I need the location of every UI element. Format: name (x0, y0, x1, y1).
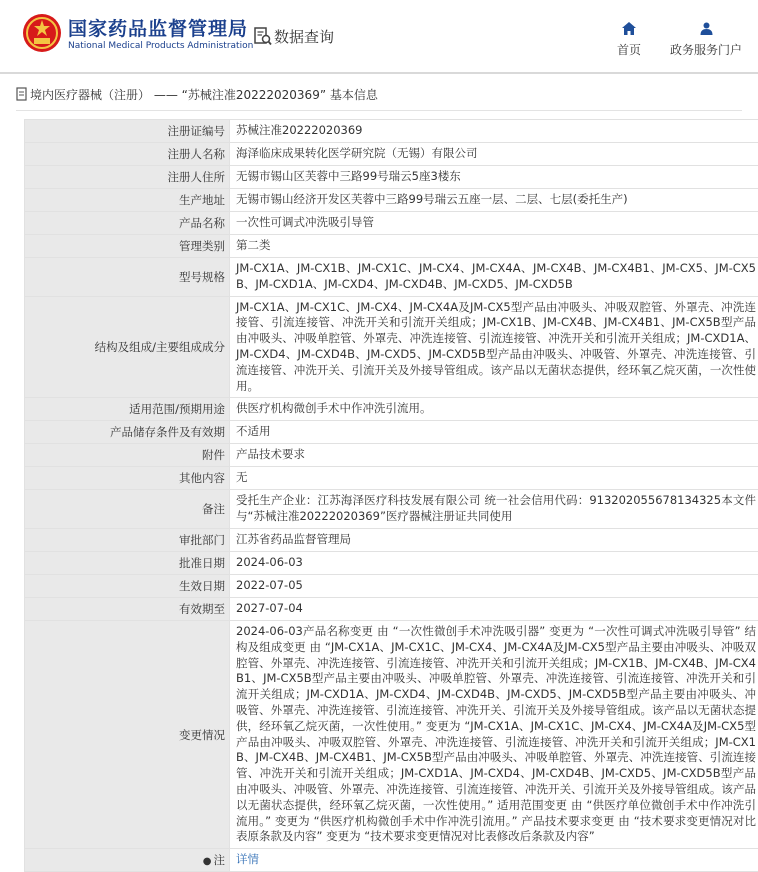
field-label (25, 849, 230, 872)
field-label: 注册人住所 (25, 166, 230, 189)
table-row (25, 849, 758, 872)
field-value: 无 (230, 467, 758, 490)
field-label: 变更情况 (25, 620, 230, 848)
nav-home-label: 首页 (617, 43, 641, 57)
field-value: 2022-07-05 (230, 574, 758, 597)
field-label: 生效日期 (25, 574, 230, 597)
field-value: 第二类 (230, 235, 758, 258)
table-row (25, 258, 758, 297)
field-value: 产品技术要求 (230, 444, 758, 467)
field-value: JM-CX1A、JM-CX1C、JM-CX4、JM-CX4A及JM-CX5型产品由冲吸头、冲吸双腔管、外罩壳、冲洗连接管、引流连接管、冲洗开关和引流开关组成；JM-CX1B、JM-CX4B、JM-CX4B1、JM-CX5B型产品由冲吸头、冲吸单腔管、外罩壳、冲洗连接管、引流连接管、冲洗开关和引流开关组成；JM-CXD1A、JM-CXD4、JM-CXD4B、JM-CXD5、JM-CXD5B型产品由冲吸头、冲吸管、外罩壳、冲洗连接管、引流连接管、冲洗开关、引流开关及外接导管组成。该产品以无菌状态提供，经环氧乙烷灭菌，一次性使用。 (230, 296, 758, 398)
field-label: 产品储存条件及有效期 (25, 421, 230, 444)
field-value: 无锡市锡山经济开发区芙蓉中三路99号瑞云五座一层、二层、七层(委托生产) (230, 189, 758, 212)
field-label: 其他内容 (25, 467, 230, 490)
document-icon (16, 87, 28, 101)
field-label: 附件 (25, 444, 230, 467)
nav-home[interactable] (612, 22, 646, 58)
home-icon (622, 22, 636, 35)
table-row (25, 166, 758, 189)
field-value: 2024-06-03产品名称变更 由 “一次性微创手术冲洗吸引器” 变更为 “一次性可调式冲洗吸引导管” 结构及组成变更 由 “JM-CX1A、JM-CX1C、JM-CX4、JM-CX4A及JM-CX5型产品主要由冲吸头、冲吸双腔管、外罩壳、冲洗连接管、引流连接管、冲洗开关和引流开关组成；JM-CX1B、JM-CX4B、JM-CX4B1、JM-CX5B型产品主要由冲吸头、冲吸单腔管、外罩壳、冲洗连接管、引流连接管、冲洗开关和引流开关组成；JM-CXD1A、JM-CXD4、JM-CXD4B、JM-CXD5、JM-CXD5B型产品主要由冲吸头、冲吸管、外罩壳、冲洗连接管、引流连接管、冲洗开关、引流开关及外接导管组成。该产品以无菌状态提供，经环氧乙烷灭菌，一次性使用。” 变更为 “JM-CX1A、JM-CX1C、JM-CX4、JM-CX4A及JM-CX5型产品由冲吸头、冲吸双腔管、外罩壳、冲洗连接管、引流连接管、冲洗开关和引流开关组成；JM-CX1B、JM-CX4B、JM-CX4B1、JM-CX5B型产品由冲吸头、冲吸单腔管、外罩壳、冲洗连接管、引流连接管、冲洗开关和引流开关组成；JM-CXD1A、JM-CXD4、JM-CXD4B、JM-CXD5、JM-CXD5B型产品由冲吸头、冲吸管、外罩壳、冲洗连接管、引流连接管、冲洗开关、引流开关及外接导管组成。该产品以无菌状态提供，经环氧乙烷灭菌，一次性使用。” 适用范围变更 由 “供医疗单位微创手术中作冲洗引流用。” 变更为 “供医疗机构微创手术中作冲洗引流用。” 产品技术要求变更 由 “技术要求变更情况对比表原条款及内容” 变更为 “技术要求变更情况对比表修改后条款及内容” (230, 620, 758, 848)
field-label: 注册人名称 (25, 143, 230, 166)
nav-gov-services[interactable] (666, 22, 746, 58)
data-query-icon (254, 26, 272, 46)
site-header (0, 0, 758, 74)
table-row (25, 421, 758, 444)
field-label: 产品名称 (25, 212, 230, 235)
field-value: 一次性可调式冲洗吸引导管 (230, 212, 758, 235)
table-row (25, 574, 758, 597)
table-row (25, 528, 758, 551)
location-pin-icon: ● (203, 856, 212, 867)
note-label: 注 (214, 853, 226, 867)
field-label: 型号规格 (25, 258, 230, 297)
breadcrumb-text: 境内医疗器械（注册） —— “苏械注准20222020369” 基本信息 (30, 88, 378, 102)
data-query-label[interactable]: 数据查询 (274, 26, 334, 47)
table-row (25, 490, 758, 529)
table-row (25, 551, 758, 574)
field-value: 2024-06-03 (230, 551, 758, 574)
field-label: 管理类别 (25, 235, 230, 258)
table-row (25, 296, 758, 398)
table-row (25, 189, 758, 212)
field-value: 江苏省药品监督管理局 (230, 528, 758, 551)
breadcrumb (16, 86, 742, 111)
field-value: 不适用 (230, 421, 758, 444)
national-emblem-icon (22, 13, 62, 53)
field-label: 注册证编号 (25, 120, 230, 143)
field-value: 海泽临床成果转化医学研究院（无锡）有限公司 (230, 143, 758, 166)
field-value: 供医疗机构微创手术中作冲洗引流用。 (230, 398, 758, 421)
org-name-cn[interactable]: 国家药品监督管理局 (68, 14, 248, 41)
table-row (25, 120, 758, 143)
field-value: 2027-07-04 (230, 597, 758, 620)
field-value: 受托生产企业：江苏海泽医疗科技发展有限公司 统一社会信用代码：913202055678134325本文件与“苏械注准20222020369”医疗器械注册证共同使用 (230, 490, 758, 529)
field-label: 审批部门 (25, 528, 230, 551)
table-row (25, 467, 758, 490)
details-link[interactable]: 详情 (236, 852, 259, 866)
field-value: 苏械注准20222020369 (230, 120, 758, 143)
field-label: 批准日期 (25, 551, 230, 574)
field-label: 有效期至 (25, 597, 230, 620)
table-row (25, 597, 758, 620)
table-row (25, 620, 758, 848)
nav-gov-services-label: 政务服务门户 (670, 43, 742, 57)
table-row (25, 143, 758, 166)
field-value: JM-CX1A、JM-CX1B、JM-CX1C、JM-CX4、JM-CX4A、JM-CX4B、JM-CX4B1、JM-CX5、JM-CX5B、JM-CXD1A、JM-CXD4、JM-CXD4B、JM-CXD5、JM-CXD5B (230, 258, 758, 297)
registration-info-table (24, 119, 758, 872)
field-value (230, 849, 758, 872)
user-icon (700, 22, 713, 35)
table-row (25, 235, 758, 258)
field-label: 生产地址 (25, 189, 230, 212)
table-row (25, 398, 758, 421)
field-label: 备注 (25, 490, 230, 529)
field-label: 结构及组成/主要组成成分 (25, 296, 230, 398)
table-row (25, 212, 758, 235)
field-label: 适用范围/预期用途 (25, 398, 230, 421)
field-value: 无锡市锡山区芙蓉中三路99号瑞云5座3楼东 (230, 166, 758, 189)
org-name-en: National Medical Products Administration (68, 41, 253, 51)
table-row (25, 444, 758, 467)
